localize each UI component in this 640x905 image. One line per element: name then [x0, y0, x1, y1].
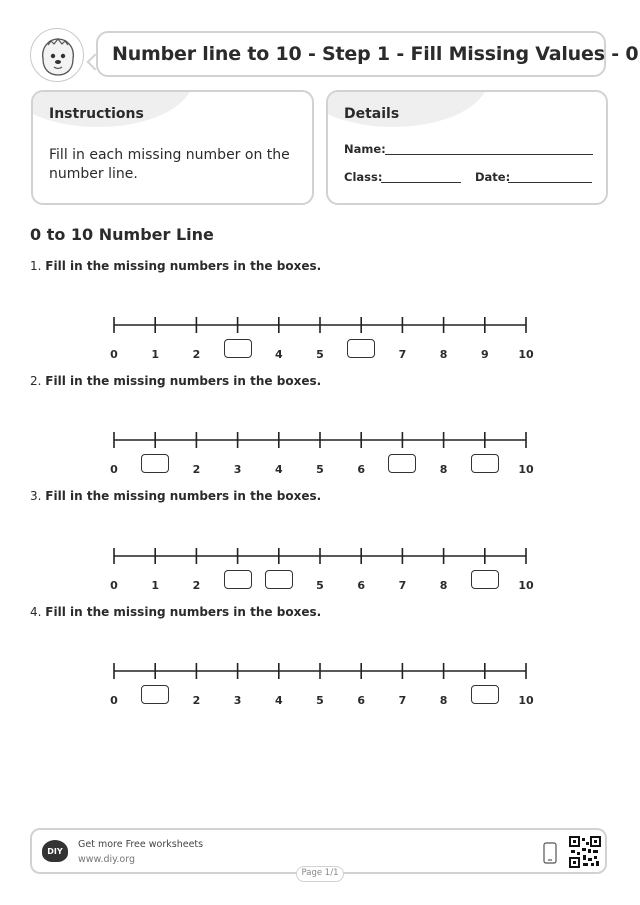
instructions-title: Instructions: [49, 106, 144, 122]
tick-label-0: 0: [110, 348, 118, 361]
tick-label-0: 0: [110, 694, 118, 707]
question-4-number: 4.: [30, 605, 42, 619]
question-1-text: [30, 259, 321, 273]
tick-label-7: 7: [398, 694, 407, 707]
number-line-axis: [0, 541, 640, 571]
phone-icon: [543, 842, 557, 864]
name-label: Name:: [344, 142, 386, 156]
question-3-prompt: Fill in the missing numbers in the boxes.: [45, 489, 322, 503]
answer-box-9[interactable]: [471, 454, 499, 473]
tick-label-4: 4: [274, 348, 283, 361]
question-4-prompt: Fill in the missing numbers in the boxes.: [45, 605, 322, 619]
tick-label-2: 2: [192, 579, 201, 592]
footer-promo-text: Get more Free worksheets: [78, 839, 204, 850]
tick-label-5: 5: [316, 348, 324, 361]
tick-label-9: 9: [480, 348, 489, 361]
tick-label-10: 10: [518, 348, 534, 361]
diy-logo-icon[interactable]: DIY: [42, 840, 68, 862]
answer-box-7[interactable]: [388, 454, 416, 473]
footer-website-link[interactable]: www.diy.org: [78, 854, 135, 865]
section-title: 0 to 10 Number Line: [30, 225, 214, 244]
tick-label-5: 5: [316, 694, 324, 707]
question-3-text: [30, 489, 321, 503]
instructions-card: [31, 90, 314, 205]
tick-label-8: 8: [439, 348, 448, 361]
tick-label-6: 6: [357, 463, 366, 476]
question-3-number: 3.: [30, 489, 42, 503]
tick-label-10: 10: [518, 579, 534, 592]
tick-label-10: 10: [518, 463, 534, 476]
answer-box-9[interactable]: [471, 570, 499, 589]
tick-label-3: 3: [233, 694, 242, 707]
details-title: Details: [344, 106, 400, 122]
answer-box-1[interactable]: [141, 685, 169, 704]
class-label: Class:: [344, 170, 383, 184]
details-card: [326, 90, 608, 205]
question-2-number: 2.: [30, 374, 42, 388]
tick-label-5: 5: [316, 579, 324, 592]
tick-label-0: 0: [110, 579, 118, 592]
page-title: Number line to 10 - Step 1 - Fill Missing Values - 0: [112, 43, 639, 65]
tick-label-1: 1: [151, 348, 160, 361]
tick-label-2: 2: [192, 348, 201, 361]
number-line-2: [0, 425, 640, 485]
question-2-prompt: Fill in the missing numbers in the boxes.: [45, 374, 322, 388]
number-line-4: [0, 656, 640, 716]
answer-box-1[interactable]: [141, 454, 169, 473]
tick-label-7: 7: [398, 579, 407, 592]
date-field[interactable]: [508, 182, 592, 183]
tick-label-8: 8: [439, 579, 448, 592]
qr-code-icon[interactable]: [569, 836, 601, 868]
tick-label-5: 5: [316, 463, 324, 476]
page-number: Page 1/1: [296, 866, 344, 882]
tick-label-8: 8: [439, 463, 448, 476]
page-title-box: [96, 31, 639, 77]
number-line-3: [0, 541, 640, 601]
number-line-1: [0, 310, 640, 370]
question-1-prompt: Fill in the missing numbers in the boxes.: [45, 259, 322, 273]
number-line-axis: [0, 656, 640, 686]
tick-label-0: 0: [110, 463, 118, 476]
tick-label-3: 3: [233, 463, 242, 476]
tick-label-2: 2: [192, 463, 201, 476]
tick-label-4: 4: [274, 463, 283, 476]
answer-box-3[interactable]: [224, 339, 252, 358]
class-field[interactable]: [381, 182, 461, 183]
number-line-axis: [0, 310, 640, 340]
tick-label-1: 1: [151, 579, 160, 592]
tick-label-8: 8: [439, 694, 448, 707]
question-2-text: [30, 374, 321, 388]
name-field[interactable]: [385, 154, 593, 155]
question-4-text: [30, 605, 321, 619]
question-1-number: 1.: [30, 259, 42, 273]
tick-label-2: 2: [192, 694, 201, 707]
answer-box-9[interactable]: [471, 685, 499, 704]
tick-label-6: 6: [357, 694, 366, 707]
tick-label-6: 6: [357, 579, 366, 592]
date-label: Date:: [475, 170, 511, 184]
answer-box-3[interactable]: [224, 570, 252, 589]
tick-label-10: 10: [518, 694, 534, 707]
yeti-mascot-icon: [30, 28, 84, 82]
number-line-axis: [0, 425, 640, 455]
tick-label-7: 7: [398, 348, 407, 361]
answer-box-4[interactable]: [265, 570, 293, 589]
instructions-text: Fill in each missing number on the number line.: [49, 147, 290, 182]
tick-label-4: 4: [274, 694, 283, 707]
answer-box-6[interactable]: [347, 339, 375, 358]
